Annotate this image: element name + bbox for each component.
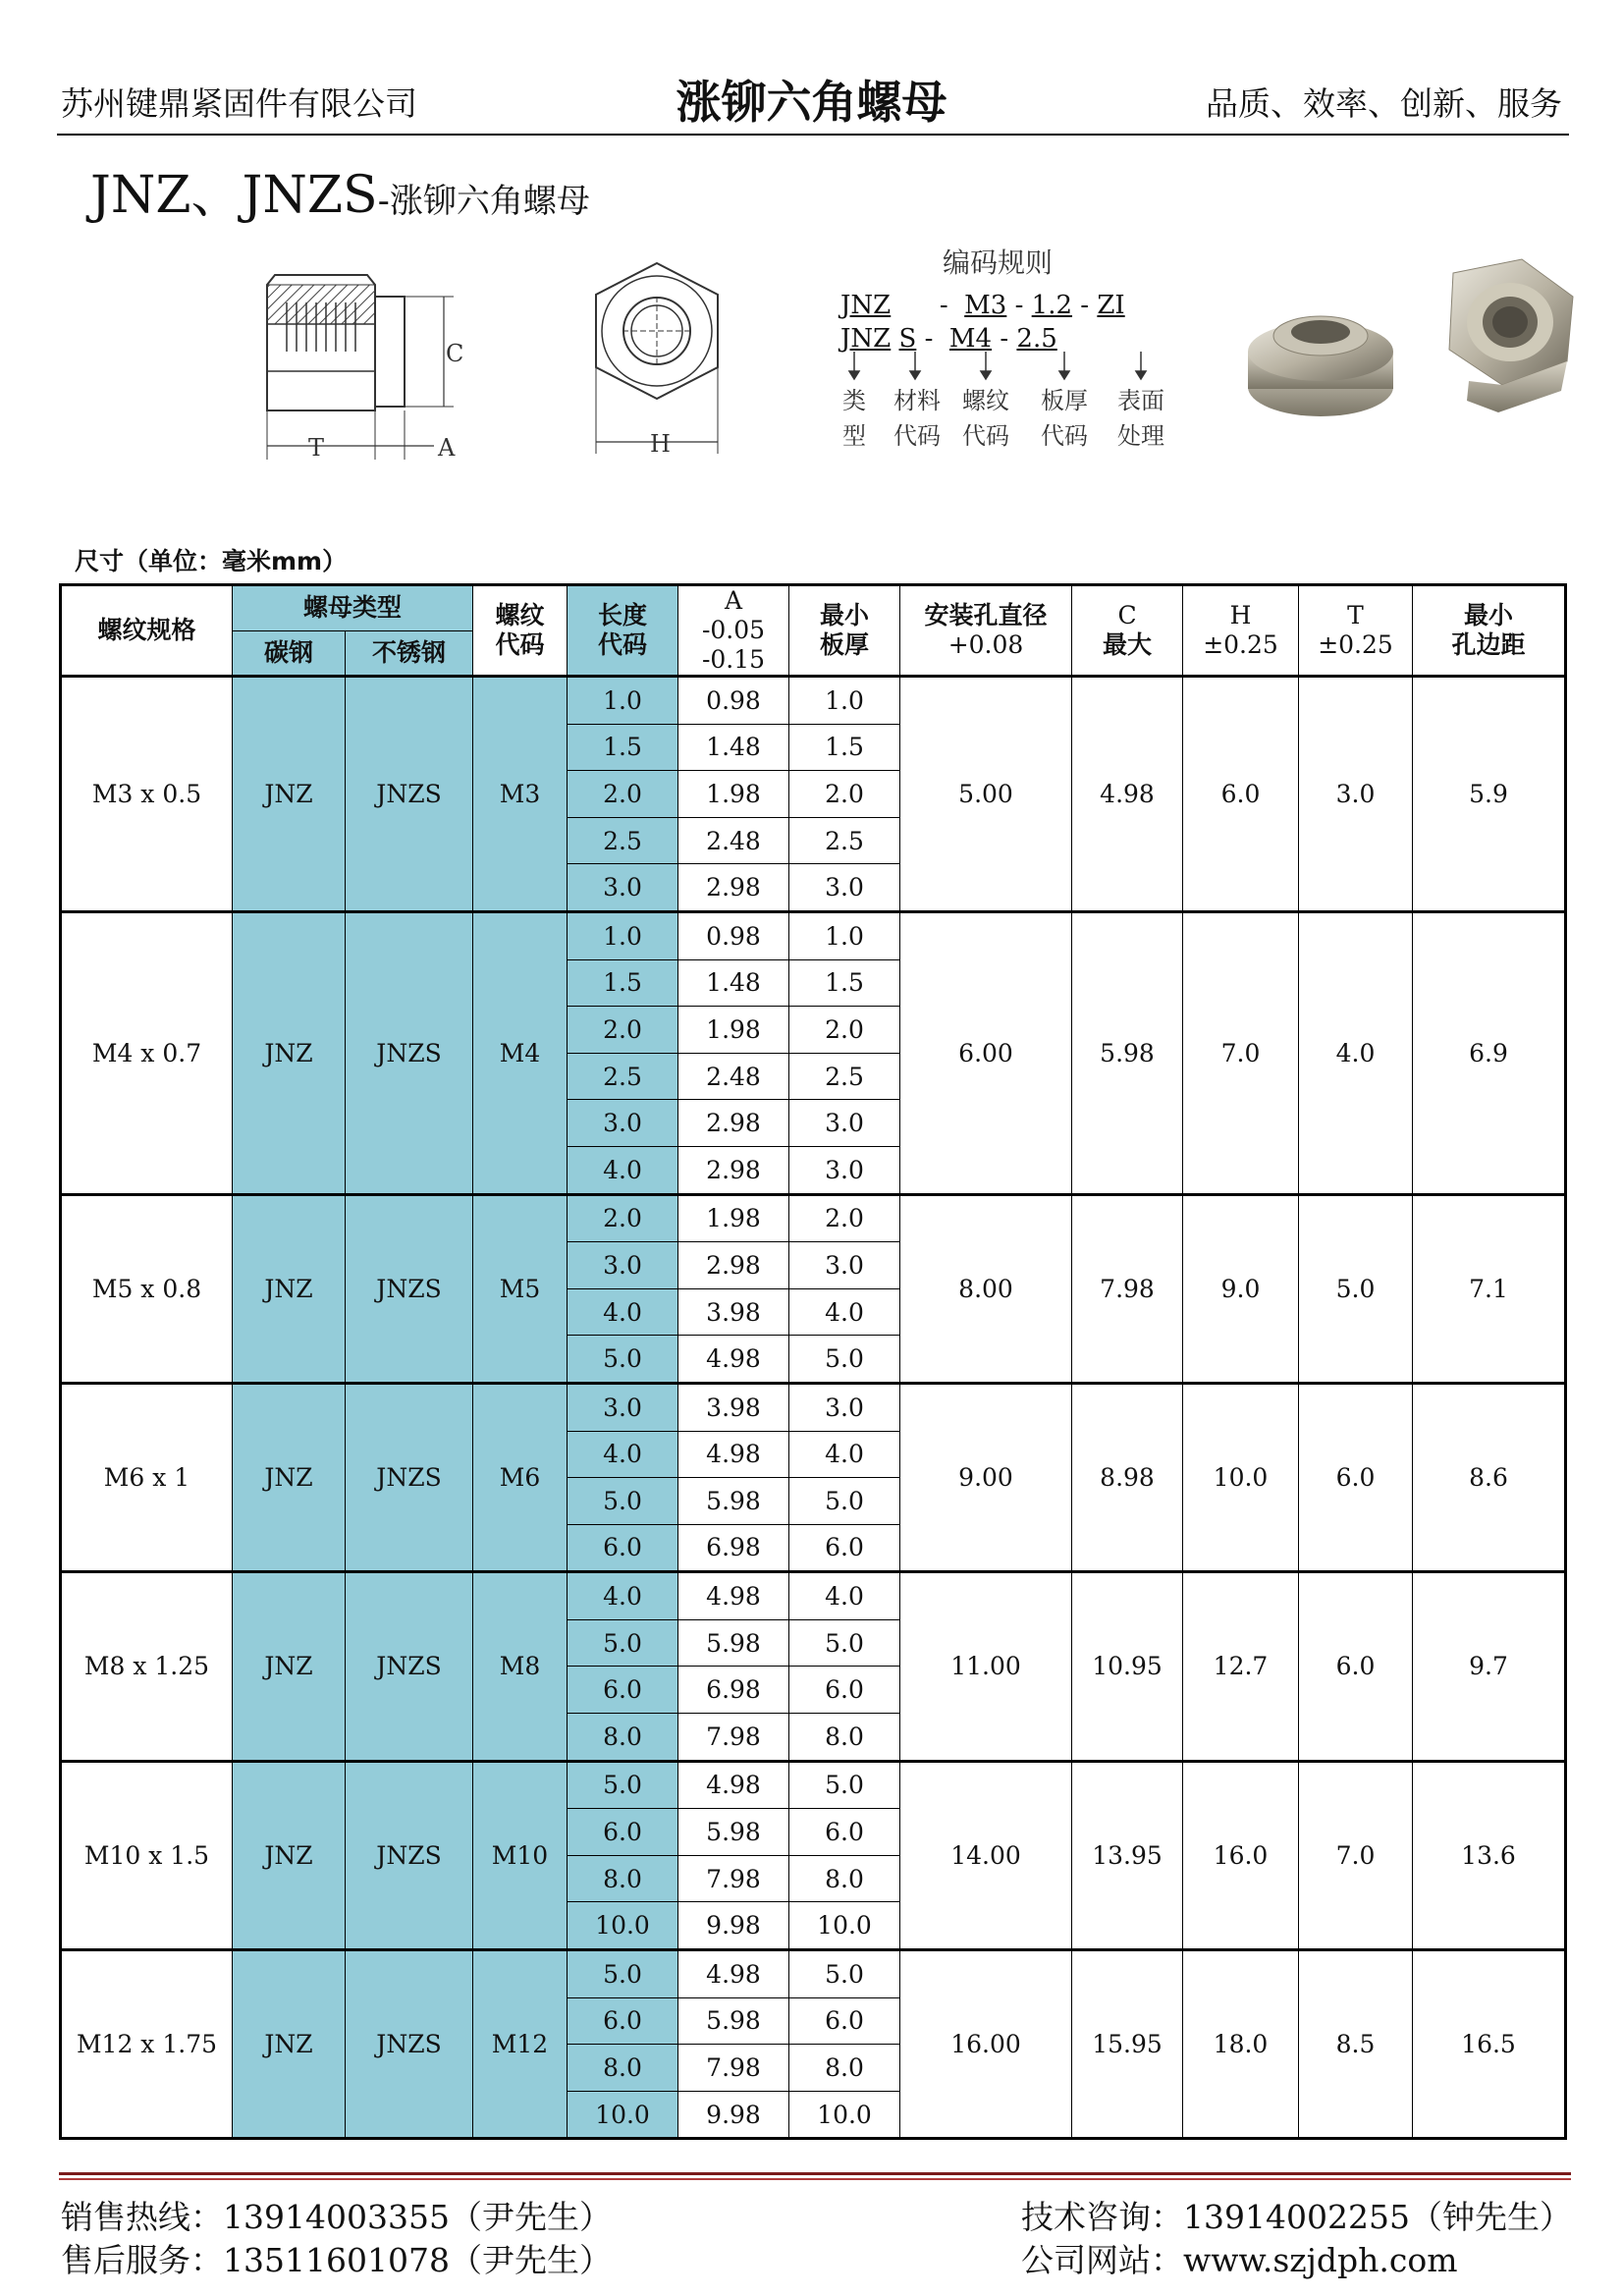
cell-thread-code: M5 — [473, 1194, 568, 1383]
cell-h: 9.0 — [1183, 1194, 1299, 1383]
header-h: H ±0.25 — [1183, 585, 1299, 677]
cell-min-sheet: 1.0 — [789, 911, 900, 959]
cell-c: 10.95 — [1072, 1572, 1183, 1761]
cell-hole: 11.00 — [900, 1572, 1072, 1761]
cell-h: 18.0 — [1183, 1950, 1299, 2139]
cell-length-code: 3.0 — [568, 864, 678, 912]
coding-rule — [825, 236, 1198, 462]
code-thread: M4 — [948, 324, 993, 354]
cell-length-code: 8.0 — [568, 1714, 678, 1762]
cell-t: 6.0 — [1299, 1383, 1413, 1571]
cell-carbon: JNZ — [233, 1572, 346, 1761]
cell-hole: 9.00 — [900, 1383, 1072, 1571]
cell-min-sheet: 6.0 — [789, 1997, 900, 2045]
header-t: T ±0.25 — [1299, 585, 1413, 677]
cell-carbon: JNZ — [233, 1761, 346, 1949]
top-view-drawing — [583, 257, 730, 464]
cell-min-sheet: 5.0 — [789, 1478, 900, 1525]
cell-length-code: 8.0 — [568, 1855, 678, 1902]
dim-label-h: H — [650, 430, 671, 458]
cell-min-edge: 8.6 — [1413, 1383, 1566, 1571]
cell-min-sheet: 4.0 — [789, 1572, 900, 1620]
cell-min-sheet: 5.0 — [789, 1950, 900, 1998]
header-length-code: 长度 代码 — [568, 585, 678, 677]
table-row — [61, 1383, 1566, 1431]
cell-min-edge: 6.9 — [1413, 911, 1566, 1194]
cell-a: 5.98 — [678, 1478, 789, 1525]
cell-length-code: 2.0 — [568, 771, 678, 818]
cell-carbon: JNZ — [233, 677, 346, 912]
dim-label-a: A — [438, 434, 456, 462]
cell-length-code: 2.0 — [568, 1194, 678, 1242]
cell-length-code: 10.0 — [568, 2091, 678, 2139]
cell-thread: M5 x 0.8 — [61, 1194, 233, 1383]
cell-hole: 8.00 — [900, 1194, 1072, 1383]
cell-min-sheet: 10.0 — [789, 2091, 900, 2139]
cell-min-sheet: 6.0 — [789, 1524, 900, 1572]
footer-sales: 销售热线：13914003355（尹先生） — [61, 2198, 612, 2236]
code-length: 2.5 — [1016, 324, 1057, 354]
cell-a: 5.98 — [678, 1619, 789, 1667]
coding-label-type: 类 型 — [842, 387, 866, 450]
code-type: JNZ — [840, 324, 892, 354]
cell-a: 4.98 — [678, 1336, 789, 1384]
cell-t: 7.0 — [1299, 1761, 1413, 1949]
cell-min-edge: 5.9 — [1413, 677, 1566, 912]
cell-a: 7.98 — [678, 2045, 789, 2092]
cell-min-sheet: 8.0 — [789, 1714, 900, 1762]
table-row — [61, 677, 1566, 725]
code-dash: - — [924, 324, 934, 354]
cell-hole: 14.00 — [900, 1761, 1072, 1949]
cell-a: 5.98 — [678, 1809, 789, 1856]
cell-carbon: JNZ — [233, 1194, 346, 1383]
cell-thread-code: M6 — [473, 1383, 568, 1571]
dim-label-c: C — [446, 340, 464, 367]
cell-stainless: JNZS — [346, 1950, 473, 2139]
cell-length-code: 4.0 — [568, 1431, 678, 1478]
header-c: C 最大 — [1072, 585, 1183, 677]
cell-min-sheet: 1.0 — [789, 677, 900, 725]
cell-min-sheet: 4.0 — [789, 1431, 900, 1478]
cell-length-code: 4.0 — [568, 1288, 678, 1336]
code-finish: ZI — [1097, 291, 1125, 320]
cell-min-sheet: 5.0 — [789, 1336, 900, 1384]
table-row — [61, 1194, 1566, 1242]
cell-a: 5.98 — [678, 1997, 789, 2045]
cell-t: 4.0 — [1299, 911, 1413, 1194]
cell-a: 0.98 — [678, 677, 789, 725]
code-material: S — [898, 324, 917, 354]
cell-length-code: 3.0 — [568, 1242, 678, 1289]
code-dash: - — [939, 291, 948, 320]
cell-a: 2.48 — [678, 817, 789, 864]
cell-min-sheet: 4.0 — [789, 1288, 900, 1336]
cell-a: 2.48 — [678, 1053, 789, 1100]
header-min-sheet: 最小 板厚 — [789, 585, 900, 677]
cell-min-edge: 16.5 — [1413, 1950, 1566, 2139]
header-carbon: 碳钢 — [233, 630, 346, 677]
cell-stainless: JNZS — [346, 1761, 473, 1949]
cell-length-code: 5.0 — [568, 1950, 678, 1998]
cell-t: 6.0 — [1299, 1572, 1413, 1761]
cell-length-code: 2.5 — [568, 817, 678, 864]
cell-length-code: 6.0 — [568, 1809, 678, 1856]
coding-label-finish: 表面 处理 — [1117, 387, 1164, 450]
cell-stainless: JNZS — [346, 1194, 473, 1383]
footer-tech: 技术咨询：13914002255（钟先生） — [1021, 2198, 1572, 2236]
cell-length-code: 5.0 — [568, 1336, 678, 1384]
cell-length-code: 6.0 — [568, 1667, 678, 1714]
cell-thread: M12 x 1.75 — [61, 1950, 233, 2139]
cell-min-sheet: 2.0 — [789, 1194, 900, 1242]
cell-a: 1.48 — [678, 724, 789, 771]
code-thread: M3 — [964, 291, 1007, 320]
cell-h: 7.0 — [1183, 911, 1299, 1194]
cell-a: 9.98 — [678, 1902, 789, 1950]
coding-label-material: 材料 代码 — [893, 387, 941, 450]
cell-min-sheet: 10.0 — [789, 1902, 900, 1950]
code-length: 1.2 — [1031, 291, 1073, 320]
code-type: JNZ — [840, 291, 892, 320]
cell-length-code: 2.0 — [568, 1007, 678, 1054]
cell-min-sheet: 1.5 — [789, 724, 900, 771]
side-view-drawing — [257, 263, 483, 469]
cell-min-sheet: 3.0 — [789, 1100, 900, 1147]
cell-min-sheet: 3.0 — [789, 1242, 900, 1289]
cell-length-code: 3.0 — [568, 1383, 678, 1431]
cell-a: 3.98 — [678, 1288, 789, 1336]
cell-min-sheet: 5.0 — [789, 1761, 900, 1809]
cell-min-sheet: 6.0 — [789, 1809, 900, 1856]
cell-min-edge: 13.6 — [1413, 1761, 1566, 1949]
footer-divider-thin — [59, 2178, 1571, 2180]
cell-stainless: JNZS — [346, 911, 473, 1194]
cell-c: 15.95 — [1072, 1950, 1183, 2139]
cell-a: 1.98 — [678, 1194, 789, 1242]
cell-c: 7.98 — [1072, 1194, 1183, 1383]
header-divider — [57, 134, 1569, 136]
product-photo — [1227, 253, 1591, 450]
spec-table — [59, 583, 1567, 2140]
cell-a: 1.98 — [678, 771, 789, 818]
header-thread-code: 螺纹 代码 — [473, 585, 568, 677]
cell-length-code: 5.0 — [568, 1761, 678, 1809]
cell-length-code: 1.0 — [568, 677, 678, 725]
cell-min-sheet: 5.0 — [789, 1619, 900, 1667]
cell-min-sheet: 3.0 — [789, 1383, 900, 1431]
cell-c: 8.98 — [1072, 1383, 1183, 1571]
header-stainless: 不锈钢 — [346, 630, 473, 677]
title-sub: -涨铆六角螺母 — [377, 182, 590, 221]
cell-thread-code: M12 — [473, 1950, 568, 2139]
cell-length-code: 6.0 — [568, 1524, 678, 1572]
cell-stainless: JNZS — [346, 1383, 473, 1571]
table-row — [61, 1572, 1566, 1620]
footer-website[interactable]: 公司网站：www.szjdph.com — [1021, 2241, 1458, 2279]
cell-min-sheet: 8.0 — [789, 2045, 900, 2092]
coding-line-2 — [840, 324, 1057, 354]
cell-length-code: 1.5 — [568, 959, 678, 1007]
code-dash: - — [1014, 291, 1024, 320]
cell-stainless: JNZS — [346, 677, 473, 912]
table-row — [61, 1761, 1566, 1809]
company-name: 苏州键鼎紧固件有限公司 — [61, 84, 417, 123]
cell-thread-code: M3 — [473, 677, 568, 912]
table-row — [61, 1950, 1566, 1998]
code-dash: - — [1080, 291, 1090, 320]
cell-length-code: 10.0 — [568, 1902, 678, 1950]
coding-title: 编码规则 — [943, 246, 1054, 279]
footer-divider — [59, 2172, 1571, 2175]
cell-length-code: 6.0 — [568, 1997, 678, 2045]
cell-a: 4.98 — [678, 1950, 789, 1998]
coding-arrows — [825, 352, 1198, 381]
cell-a: 4.98 — [678, 1761, 789, 1809]
cell-a: 1.98 — [678, 1007, 789, 1054]
cell-min-sheet: 3.0 — [789, 864, 900, 912]
title-main: JNZ、JNZS — [90, 166, 378, 225]
cell-thread: M4 x 0.7 — [61, 911, 233, 1194]
cell-min-sheet: 2.5 — [789, 1053, 900, 1100]
cell-min-sheet: 1.5 — [789, 959, 900, 1007]
cell-t: 3.0 — [1299, 677, 1413, 912]
cell-length-code: 5.0 — [568, 1478, 678, 1525]
cell-thread-code: M8 — [473, 1572, 568, 1761]
cell-a: 2.98 — [678, 1146, 789, 1194]
cell-a: 0.98 — [678, 911, 789, 959]
header-a: A -0.05 -0.15 — [678, 585, 789, 677]
code-dash: - — [1000, 324, 1009, 354]
cell-a: 1.48 — [678, 959, 789, 1007]
cell-length-code: 1.5 — [568, 724, 678, 771]
cell-c: 13.95 — [1072, 1761, 1183, 1949]
header-min-edge: 最小 孔边距 — [1413, 585, 1566, 677]
page-title — [90, 153, 590, 227]
cell-thread: M6 x 1 — [61, 1383, 233, 1571]
cell-min-sheet: 2.0 — [789, 771, 900, 818]
company-slogan: 品质、效率、创新、服务 — [1206, 84, 1562, 123]
footer-after-sales: 售后服务：13511601078（尹先生） — [61, 2241, 612, 2279]
cell-thread-code: M10 — [473, 1761, 568, 1949]
header-hole: 安装孔直径 +0.08 — [900, 585, 1072, 677]
cell-h: 6.0 — [1183, 677, 1299, 912]
cell-length-code: 5.0 — [568, 1619, 678, 1667]
page-product-title: 涨铆六角螺母 — [676, 76, 947, 129]
cell-length-code: 1.0 — [568, 911, 678, 959]
cell-h: 16.0 — [1183, 1761, 1299, 1949]
cell-a: 4.98 — [678, 1431, 789, 1478]
cell-a: 7.98 — [678, 1714, 789, 1762]
cell-hole: 5.00 — [900, 677, 1072, 912]
cell-a: 6.98 — [678, 1667, 789, 1714]
dimensions-caption: 尺寸（单位：毫米mm） — [75, 547, 348, 575]
cell-length-code: 2.5 — [568, 1053, 678, 1100]
cell-thread: M8 x 1.25 — [61, 1572, 233, 1761]
cell-length-code: 4.0 — [568, 1146, 678, 1194]
cell-h: 12.7 — [1183, 1572, 1299, 1761]
dim-label-t: T — [308, 434, 325, 462]
cell-t: 8.5 — [1299, 1950, 1413, 2139]
cell-c: 5.98 — [1072, 911, 1183, 1194]
cell-min-sheet: 6.0 — [789, 1667, 900, 1714]
cell-a: 7.98 — [678, 1855, 789, 1902]
cell-length-code: 8.0 — [568, 2045, 678, 2092]
cell-h: 10.0 — [1183, 1383, 1299, 1571]
header-thread: 螺纹规格 — [61, 585, 233, 677]
cell-hole: 16.00 — [900, 1950, 1072, 2139]
cell-min-sheet: 8.0 — [789, 1855, 900, 1902]
cell-min-sheet: 2.5 — [789, 817, 900, 864]
coding-label-sheet: 板厚 代码 — [1041, 387, 1088, 450]
cell-min-sheet: 3.0 — [789, 1146, 900, 1194]
cell-thread-code: M4 — [473, 911, 568, 1194]
cell-hole: 6.00 — [900, 911, 1072, 1194]
cell-min-edge: 9.7 — [1413, 1572, 1566, 1761]
cell-stainless: JNZS — [346, 1572, 473, 1761]
coding-label-thread: 螺纹 代码 — [962, 387, 1009, 450]
table-row — [61, 911, 1566, 959]
cell-length-code: 4.0 — [568, 1572, 678, 1620]
cell-carbon: JNZ — [233, 1383, 346, 1571]
cell-c: 4.98 — [1072, 677, 1183, 912]
cell-carbon: JNZ — [233, 1950, 346, 2139]
cell-carbon: JNZ — [233, 911, 346, 1194]
header-nut-type: 螺母类型 — [233, 585, 473, 631]
cell-a: 2.98 — [678, 864, 789, 912]
spec-table-body — [61, 677, 1566, 2139]
cell-a: 4.98 — [678, 1572, 789, 1620]
cell-min-sheet: 2.0 — [789, 1007, 900, 1054]
cell-a: 9.98 — [678, 2091, 789, 2139]
cell-t: 5.0 — [1299, 1194, 1413, 1383]
cell-thread: M10 x 1.5 — [61, 1761, 233, 1949]
cell-a: 6.98 — [678, 1524, 789, 1572]
cell-thread: M3 x 0.5 — [61, 677, 233, 912]
cell-a: 3.98 — [678, 1383, 789, 1431]
cell-a: 2.98 — [678, 1100, 789, 1147]
cell-a: 2.98 — [678, 1242, 789, 1289]
cell-length-code: 3.0 — [568, 1100, 678, 1147]
cell-min-edge: 7.1 — [1413, 1194, 1566, 1383]
coding-line-1 — [840, 291, 1125, 320]
